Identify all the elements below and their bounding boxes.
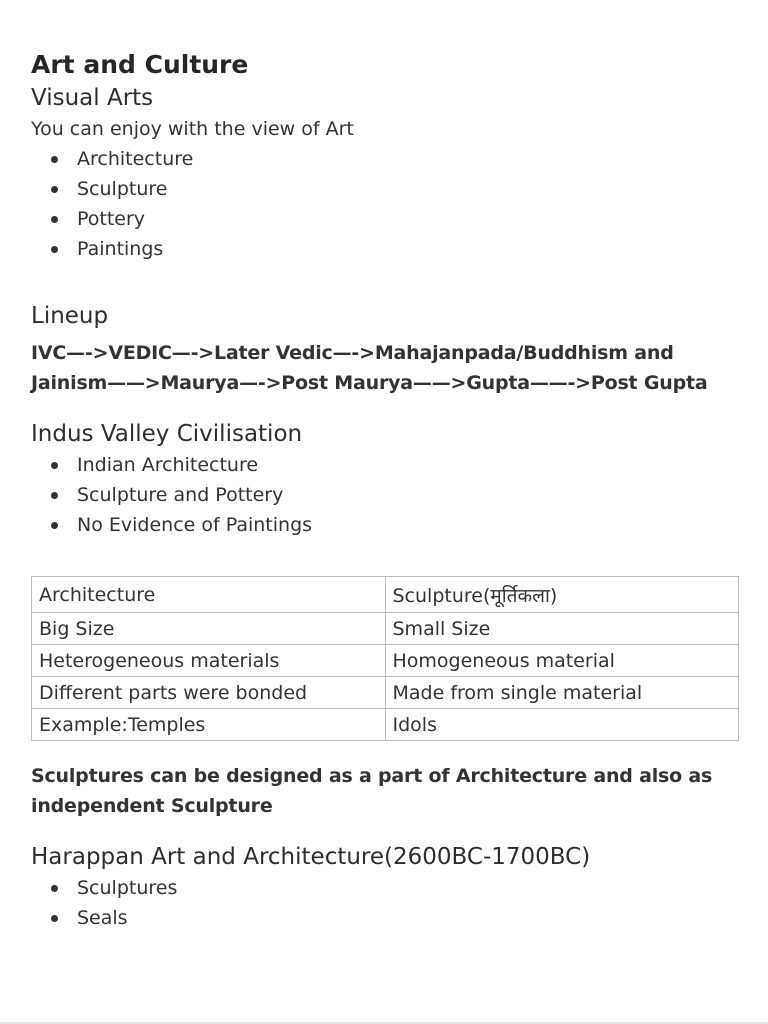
sculpture-note-line-1: Sculptures can be designed as a part of Architecture and also as [31,765,713,787]
table-row [32,709,739,741]
ivc-list [31,450,741,540]
bullet-icon [51,186,58,193]
visual-arts-intro: You can enjoy with the view of Art [31,118,354,140]
list-item-text: Sculptures [77,877,178,899]
list-item [49,903,741,933]
list-item [49,450,741,480]
table-header-cell: Sculpture(मूर्तिकला) [385,577,739,613]
visual-arts-heading: Visual Arts [31,85,154,111]
bullet-icon [51,915,58,922]
table-header-row [32,577,739,613]
spacer [31,821,741,841]
list-item-text: Sculpture and Pottery [77,484,284,506]
list-item [49,480,741,510]
list-item-text: Seals [77,907,128,929]
harappan-heading: Harappan Art and Architecture(2600BC-1700BC) [31,844,591,870]
table-cell: Made from single material [385,677,739,709]
list-item [49,204,741,234]
table-cell: Heterogeneous materials [32,645,386,677]
lineup-heading: Lineup [31,303,109,329]
list-item-text: No Evidence of Paintings [77,514,313,536]
spacer [31,398,741,418]
page-title: Art and Culture [31,50,249,79]
list-item-text: Paintings [77,238,164,260]
bullet-icon [51,522,58,529]
table-row [32,677,739,709]
spacer [31,741,741,761]
list-item [49,234,741,264]
table-cell: Example:Temples [32,709,386,741]
bullet-icon [51,492,58,499]
table-cell: Big Size [32,613,386,645]
table-row [32,613,739,645]
harappan-list [31,873,741,933]
table-header-cell: Architecture [32,577,386,613]
list-item [49,873,741,903]
lineup-line-1: IVC—->VEDIC—->Later Vedic—->Mahajanpada/Buddhism and [31,342,674,364]
list-item-text: Pottery [77,208,146,230]
list-item [49,174,741,204]
table-cell: Small Size [385,613,739,645]
list-item-text: Sculpture [77,178,168,200]
lineup-line-2: Jainism——>Maurya—->Post Maurya——>Gupta——->Post Gupta [31,372,708,394]
list-item-text: Architecture [77,148,194,170]
list-item-text: Indian Architecture [77,454,259,476]
visual-arts-list [31,144,741,264]
list-item [49,144,741,174]
document-page [31,48,741,933]
sculpture-note-line-2: independent Sculpture [31,795,273,817]
table-row [32,645,739,677]
bullet-icon [51,216,58,223]
ivc-heading: Indus Valley Civilisation [31,421,303,447]
table-cell: Homogeneous material [385,645,739,677]
table-cell: Idols [385,709,739,741]
bullet-icon [51,462,58,469]
bullet-icon [51,156,58,163]
bullet-icon [51,246,58,253]
table-cell: Different parts were bonded [32,677,386,709]
bullet-icon [51,885,58,892]
comparison-table [31,576,739,741]
spacer [31,540,741,576]
list-item [49,510,741,540]
spacer [31,264,741,300]
